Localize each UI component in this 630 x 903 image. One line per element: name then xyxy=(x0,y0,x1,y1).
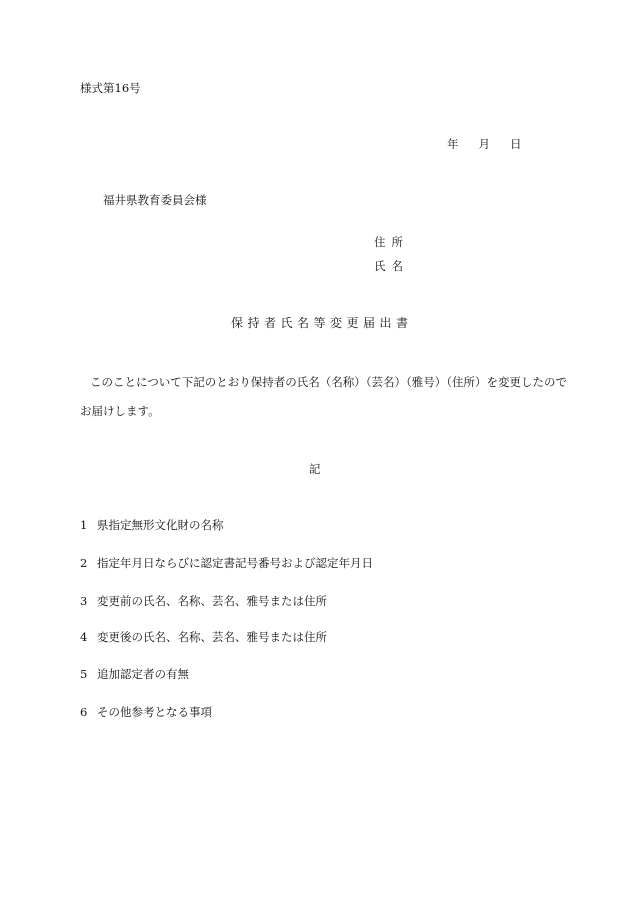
list-item-number: 4 xyxy=(80,630,88,644)
date-month: 月 xyxy=(478,137,490,151)
addressee: 福井県教育委員会様 xyxy=(103,193,207,207)
document-title: 保持者氏名等変更届出書 xyxy=(231,316,413,330)
ki-heading: 記 xyxy=(309,462,321,476)
list-item xyxy=(80,630,327,644)
date-year: 年 xyxy=(447,137,459,151)
list-item-text: 変更後の氏名、名称、芸名、雅号または住所 xyxy=(97,630,327,644)
list-item-number: 2 xyxy=(80,556,88,570)
list-item-text: その他参考となる事項 xyxy=(97,705,212,719)
list-item xyxy=(80,667,189,681)
list-item-number: 5 xyxy=(80,667,88,681)
list-item-text: 追加認定者の有無 xyxy=(97,667,189,681)
list-item-text: 県指定無形文化財の名称 xyxy=(97,518,224,532)
date-line xyxy=(447,137,522,151)
list-item-text: 指定年月日ならびに認定書記号番号および認定年月日 xyxy=(97,556,373,570)
list-item xyxy=(80,556,373,570)
list-item-number: 6 xyxy=(80,705,88,719)
list-item-number: 3 xyxy=(80,594,88,608)
body-text-line-2: お届けします。 xyxy=(80,404,160,418)
list-item-number: 1 xyxy=(80,518,88,532)
form-number: 様式第16号 xyxy=(80,81,141,95)
list-item xyxy=(80,705,212,719)
list-item-text: 変更前の氏名、名称、芸名、雅号または住所 xyxy=(97,594,327,608)
list-item xyxy=(80,594,327,608)
date-day: 日 xyxy=(510,137,522,151)
list-item xyxy=(80,518,224,532)
name-label: 氏名 xyxy=(374,259,409,273)
address-label: 住所 xyxy=(374,235,409,249)
body-text-line-1: このことについて下記のとおり保持者の氏名（名称）（芸名）（雅号）（住所）を変更したので xyxy=(90,375,568,389)
